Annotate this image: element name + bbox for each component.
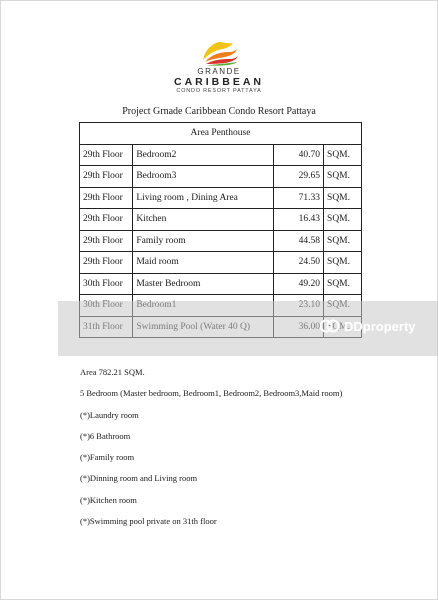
project-title: Project Grnade Caribbean Condo Resort Pattaya xyxy=(122,106,316,117)
area-cell: 16.43 xyxy=(273,209,323,231)
table-row xyxy=(80,187,362,209)
watermark-text: DDproperty xyxy=(344,318,416,334)
room-cell: Family room xyxy=(133,230,273,252)
table-header-row xyxy=(80,123,362,145)
unit-cell: SQM. xyxy=(324,230,362,252)
table-row xyxy=(80,273,362,295)
note-line: 5 Bedroom (Master bedroom, Bedroom1, Bedroom2, Bedroom3,Maid room) xyxy=(80,388,343,399)
note-line: (*)Family room xyxy=(80,452,135,463)
floor-cell: 29th Floor xyxy=(80,209,133,231)
logo-text-grande: GRANDE xyxy=(197,67,241,76)
company-logo xyxy=(0,40,438,94)
floor-cell: 29th Floor xyxy=(80,252,133,274)
floor-cell: 30th Floor xyxy=(80,273,133,295)
note-line: (*)Dinning room and Living room xyxy=(80,473,198,484)
table-header: Area Penthouse xyxy=(80,123,362,145)
unit-cell: SQM. xyxy=(324,209,362,231)
unit-cell: SQM. xyxy=(324,273,362,295)
unit-cell: SQM. xyxy=(324,252,362,274)
note-line: (*)Laundry room xyxy=(80,409,139,420)
note-line: (*)Kitchen room xyxy=(80,494,137,505)
watermark xyxy=(320,318,416,334)
ddproperty-logo-icon xyxy=(320,318,340,334)
room-cell: Maid room xyxy=(133,252,273,274)
room-cell: Master Bedroom xyxy=(133,273,273,295)
area-cell: 49.20 xyxy=(273,273,323,295)
unit-cell: SQM. xyxy=(324,144,362,166)
table-row xyxy=(80,252,362,274)
table-row xyxy=(80,209,362,231)
floor-cell: 29th Floor xyxy=(80,230,133,252)
notes-list xyxy=(80,362,342,532)
area-cell: 29.65 xyxy=(273,166,323,188)
floor-cell: 29th Floor xyxy=(80,144,133,166)
table-row xyxy=(80,166,362,188)
logo-text-resort: CONDO RESORT PATTAYA xyxy=(176,88,262,94)
room-cell: Kitchen xyxy=(133,209,273,231)
note-line: (*)6 Bathroom xyxy=(80,430,131,441)
note-line: (*)Swimming pool private on 31th floor xyxy=(80,516,217,527)
table-row xyxy=(80,230,362,252)
room-cell: Living room , Dining Area xyxy=(133,187,273,209)
area-cell: 71.33 xyxy=(273,187,323,209)
room-cell: Bedroom2 xyxy=(133,144,273,166)
room-cell: Bedroom3 xyxy=(133,166,273,188)
area-cell: 44.58 xyxy=(273,230,323,252)
logo-text-caribbean: CARIBBEAN xyxy=(174,76,264,88)
note-line: Area 782.21 SQM. xyxy=(80,367,145,377)
floor-cell: 29th Floor xyxy=(80,187,133,209)
unit-cell: SQM. xyxy=(324,187,362,209)
flame-logo-icon xyxy=(197,40,241,66)
area-cell: 40.70 xyxy=(273,144,323,166)
floor-cell: 29th Floor xyxy=(80,166,133,188)
table-row xyxy=(80,144,362,166)
unit-cell: SQM. xyxy=(324,166,362,188)
area-cell: 24.50 xyxy=(273,252,323,274)
